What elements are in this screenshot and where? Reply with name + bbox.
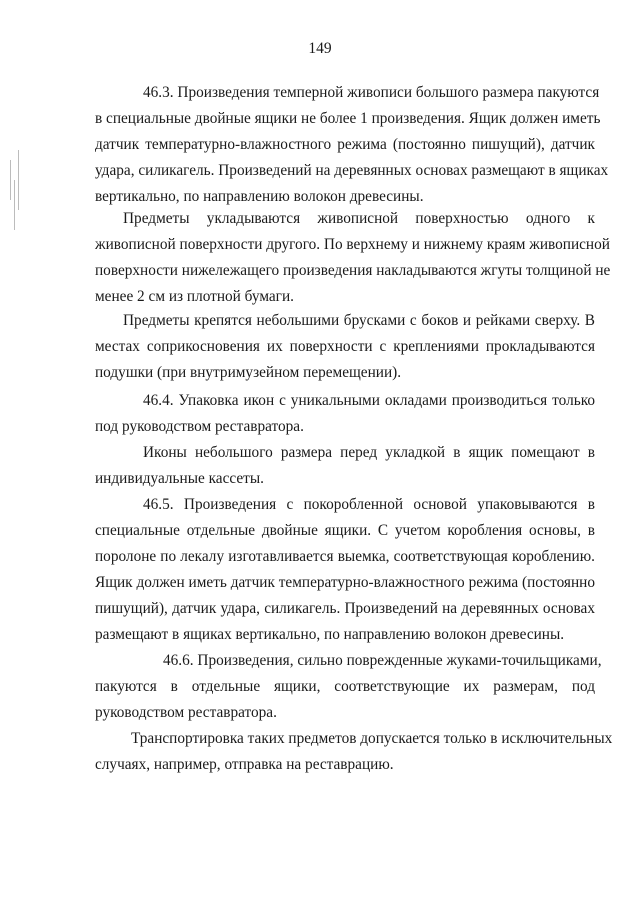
text-line: пакуются в отдельные ящики, соответствующие их размерам, под — [95, 678, 595, 695]
text-line: под руководством реставратора. — [95, 418, 304, 435]
text-line: Иконы небольшого размера перед укладкой в ящик помещают в — [143, 444, 595, 461]
paragraph-46-4 — [95, 388, 595, 440]
text-line: вертикально, по направлению волокон древесины. — [95, 188, 424, 205]
text-line: живописной поверхности другого. По верхнему и нижнему краям живописной — [95, 236, 610, 253]
scan-artifact — [10, 160, 11, 200]
paragraph-46-3 — [95, 80, 609, 210]
paragraph-46-5 — [95, 492, 595, 648]
text-line: подушки (при внутримузейном перемещении). — [95, 364, 402, 381]
text-line: Транспортировка таких предметов допускается только в исключительных — [131, 730, 613, 747]
text-line: 46.4. Упаковка икон с уникальными окладами производиться только — [143, 392, 595, 409]
text-line: менее 2 см из плотной бумаги. — [95, 288, 294, 305]
text-line: размещают в ящиках вертикально, по направлению волокон древесины. — [95, 626, 565, 643]
scan-artifact — [14, 180, 15, 230]
text-line: индивидуальные кассеты. — [95, 470, 264, 487]
text-line: специальные отдельные двойные ящики. С учетом коробления основы, в — [95, 522, 595, 539]
text-line: руководством реставратора. — [95, 704, 277, 721]
text-line: Предметы укладываются живописной поверхностью одного к — [123, 210, 595, 227]
paragraph-46-6 — [95, 648, 602, 726]
paragraph-transportation — [95, 726, 613, 778]
text-line: местах соприкосновения их поверхности с креплениями прокладываются — [95, 338, 595, 355]
paragraph-icons-cassettes — [95, 440, 595, 492]
text-line: случаях, например, отправка на реставрацию. — [95, 756, 394, 773]
text-line: поверхности нижележащего произведения накладываются жгуты толщиной не — [95, 262, 611, 279]
text-line: 46.5. Произведения с покоробленной основой упаковываются в — [143, 496, 595, 513]
text-line: 46.6. Произведения, сильно поврежденные жуками-точильщиками, — [163, 652, 602, 669]
text-line: Предметы крепятся небольшими брусками с боков и рейками сверху. В — [123, 312, 595, 329]
text-line: в специальные двойные ящики не более 1 произведения. Ящик должен иметь — [95, 110, 601, 127]
text-line: удара, силикагель. Произведений на деревянных основах размещают в ящиках — [95, 162, 609, 179]
text-line: датчик температурно-влажностного режима (постоянно пишущий), датчик — [95, 136, 595, 153]
text-line: Ящик должен иметь датчик температурно-влажностного режима (постоянно — [95, 574, 595, 591]
page-number: 149 — [308, 40, 332, 57]
text-line: поролоне по лекалу изготавливается выемка, соответствующая короблению. — [95, 548, 595, 565]
scan-artifact — [18, 150, 19, 210]
text-line: пишущий), датчик удара, силикагель. Произведений на деревянных основах — [95, 600, 595, 617]
paragraph-objects-placement — [95, 206, 611, 310]
text-line: 46.3. Произведения темперной живописи большого размера пакуются — [143, 84, 600, 101]
paragraph-objects-fastening — [95, 308, 595, 386]
